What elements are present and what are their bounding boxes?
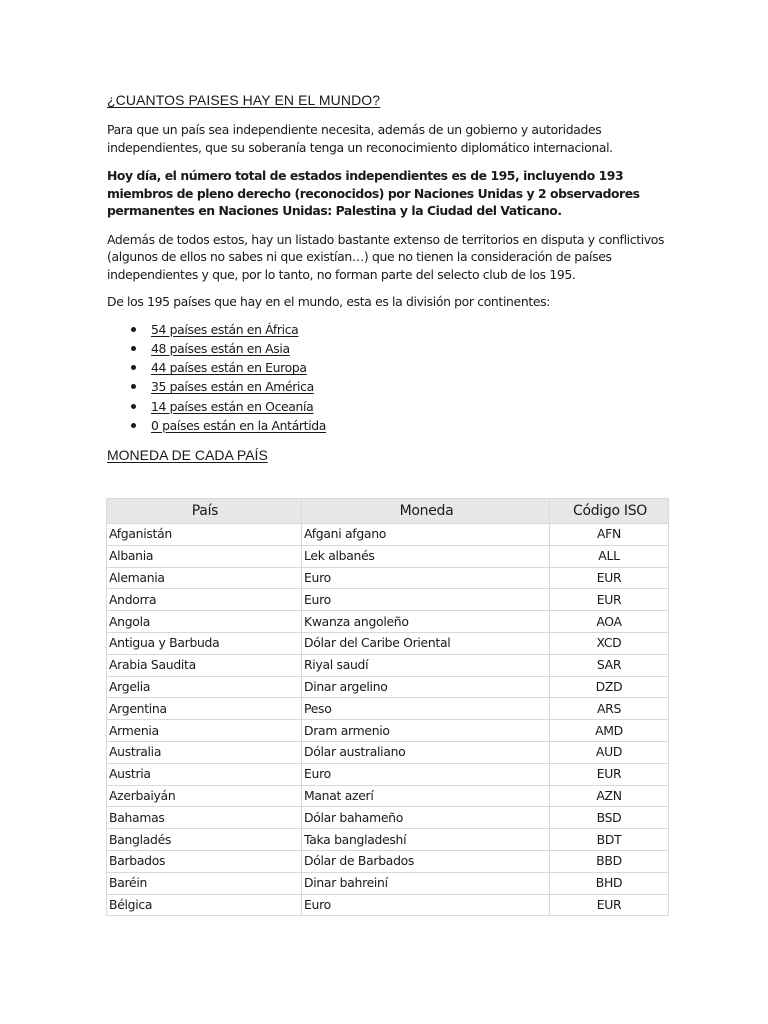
table-body bbox=[107, 524, 669, 916]
cell-currency: Euro bbox=[302, 763, 550, 785]
cell-country: Alemania bbox=[107, 567, 302, 589]
table-row bbox=[107, 698, 669, 720]
list-item bbox=[107, 416, 667, 435]
bullet-icon bbox=[131, 423, 136, 428]
continent-link-africa[interactable]: 54 países están en África bbox=[151, 321, 299, 337]
paragraph-territories: Además de todos estos, hay un listado bastante extenso de territorios en disputa y conflictivos (algunos de ellos no sabes ni que existían…) que no tienen la consideración de países independientes y que, por lo tanto, no forman parte del selecto club de los 195. bbox=[107, 231, 665, 282]
bullet-icon bbox=[131, 384, 136, 389]
table-row bbox=[107, 589, 669, 611]
cell-iso-code: SAR bbox=[550, 654, 669, 676]
cell-currency: Riyal saudí bbox=[302, 654, 550, 676]
cell-currency: Dinar argelino bbox=[302, 676, 550, 698]
cell-country: Barbados bbox=[107, 850, 302, 872]
table-row bbox=[107, 524, 669, 546]
table-row bbox=[107, 720, 669, 742]
table-row bbox=[107, 785, 669, 807]
table-row bbox=[107, 545, 669, 567]
cell-iso-code: BHD bbox=[550, 872, 669, 894]
cell-country: Austria bbox=[107, 763, 302, 785]
list-item bbox=[107, 339, 667, 358]
bullet-icon bbox=[131, 327, 136, 332]
cell-currency: Euro bbox=[302, 589, 550, 611]
table-row bbox=[107, 567, 669, 589]
cell-currency: Kwanza angoleño bbox=[302, 611, 550, 633]
cell-country: Australia bbox=[107, 741, 302, 763]
column-header-country: País bbox=[107, 499, 302, 524]
table-row bbox=[107, 894, 669, 916]
column-header-currency: Moneda bbox=[302, 499, 550, 524]
cell-currency: Dinar bahreiní bbox=[302, 872, 550, 894]
table-row bbox=[107, 763, 669, 785]
cell-iso-code: BDT bbox=[550, 829, 669, 851]
cell-currency: Lek albanés bbox=[302, 545, 550, 567]
cell-iso-code: AFN bbox=[550, 524, 669, 546]
list-item bbox=[107, 397, 667, 416]
table-row bbox=[107, 829, 669, 851]
cell-iso-code: AUD bbox=[550, 741, 669, 763]
cell-iso-code: EUR bbox=[550, 589, 669, 611]
cell-currency: Dólar bahameño bbox=[302, 807, 550, 829]
cell-country: Arabia Saudita bbox=[107, 654, 302, 676]
cell-iso-code: EUR bbox=[550, 763, 669, 785]
list-item bbox=[107, 377, 667, 396]
cell-iso-code: BBD bbox=[550, 850, 669, 872]
table-row bbox=[107, 632, 669, 654]
table-row bbox=[107, 611, 669, 633]
cell-currency: Dólar australiano bbox=[302, 741, 550, 763]
cell-country: Andorra bbox=[107, 589, 302, 611]
continent-link-europe[interactable]: 44 países están en Europa bbox=[151, 360, 307, 376]
continent-link-america[interactable]: 35 países están en América bbox=[151, 379, 314, 395]
cell-country: Argentina bbox=[107, 698, 302, 720]
paragraph-division-intro: De los 195 países que hay en el mundo, esta es la división por continentes: bbox=[107, 294, 551, 309]
table-header-row bbox=[107, 499, 669, 524]
cell-currency: Taka bangladeshí bbox=[302, 829, 550, 851]
bullet-icon bbox=[131, 365, 136, 370]
cell-currency: Afgani afgano bbox=[302, 524, 550, 546]
column-header-iso-code: Código ISO bbox=[550, 499, 669, 524]
cell-iso-code: BSD bbox=[550, 807, 669, 829]
cell-currency: Manat azerí bbox=[302, 785, 550, 807]
continent-link-antarctica[interactable]: 0 países están en la Antártida bbox=[151, 417, 327, 433]
list-item bbox=[107, 320, 667, 339]
currency-table bbox=[106, 498, 669, 916]
paragraph-independence: Para que un país sea independiente necesita, además de un gobierno y autoridades independientes, que su soberanía tenga un reconocimiento diplomático internacional. bbox=[107, 122, 613, 155]
table-row bbox=[107, 850, 669, 872]
list-item bbox=[107, 358, 667, 377]
table-row bbox=[107, 741, 669, 763]
document-body bbox=[107, 92, 667, 463]
continent-list bbox=[107, 320, 667, 436]
table-row bbox=[107, 872, 669, 894]
cell-currency: Dram armenio bbox=[302, 720, 550, 742]
cell-country: Antigua y Barbuda bbox=[107, 632, 302, 654]
page-title: ¿CUANTOS PAISES HAY EN EL MUNDO? bbox=[107, 92, 381, 108]
cell-currency: Dólar del Caribe Oriental bbox=[302, 632, 550, 654]
bullet-icon bbox=[131, 404, 136, 409]
cell-currency: Euro bbox=[302, 894, 550, 916]
continent-link-asia[interactable]: 48 países están en Asia bbox=[151, 340, 290, 356]
cell-currency: Euro bbox=[302, 567, 550, 589]
cell-iso-code: DZD bbox=[550, 676, 669, 698]
cell-country: Bahamas bbox=[107, 807, 302, 829]
paragraph-total-states: Hoy día, el número total de estados independientes es de 195, incluyendo 193 miembros de pleno derecho (reconocidos) por Naciones Unidas y 2 observadores permanentes en Naciones Unidas: Palestina y la Ciudad del Vaticano. bbox=[107, 168, 640, 218]
bullet-icon bbox=[131, 346, 136, 351]
cell-iso-code: EUR bbox=[550, 894, 669, 916]
cell-country: Baréin bbox=[107, 872, 302, 894]
continent-link-oceania[interactable]: 14 países están en Oceanía bbox=[151, 398, 314, 414]
cell-country: Armenia bbox=[107, 720, 302, 742]
section-title-currency: MONEDA DE CADA PAÍS bbox=[107, 447, 268, 464]
cell-iso-code: ALL bbox=[550, 545, 669, 567]
cell-currency: Peso bbox=[302, 698, 550, 720]
table-row bbox=[107, 676, 669, 698]
cell-country: Bangladés bbox=[107, 829, 302, 851]
cell-iso-code: XCD bbox=[550, 632, 669, 654]
cell-iso-code: AZN bbox=[550, 785, 669, 807]
cell-country: Albania bbox=[107, 545, 302, 567]
cell-country: Argelia bbox=[107, 676, 302, 698]
table-row bbox=[107, 654, 669, 676]
cell-country: Angola bbox=[107, 611, 302, 633]
cell-iso-code: ARS bbox=[550, 698, 669, 720]
cell-country: Afganistán bbox=[107, 524, 302, 546]
cell-iso-code: EUR bbox=[550, 567, 669, 589]
table-row bbox=[107, 807, 669, 829]
cell-country: Azerbaiyán bbox=[107, 785, 302, 807]
cell-country: Bélgica bbox=[107, 894, 302, 916]
cell-iso-code: AOA bbox=[550, 611, 669, 633]
cell-currency: Dólar de Barbados bbox=[302, 850, 550, 872]
cell-iso-code: AMD bbox=[550, 720, 669, 742]
